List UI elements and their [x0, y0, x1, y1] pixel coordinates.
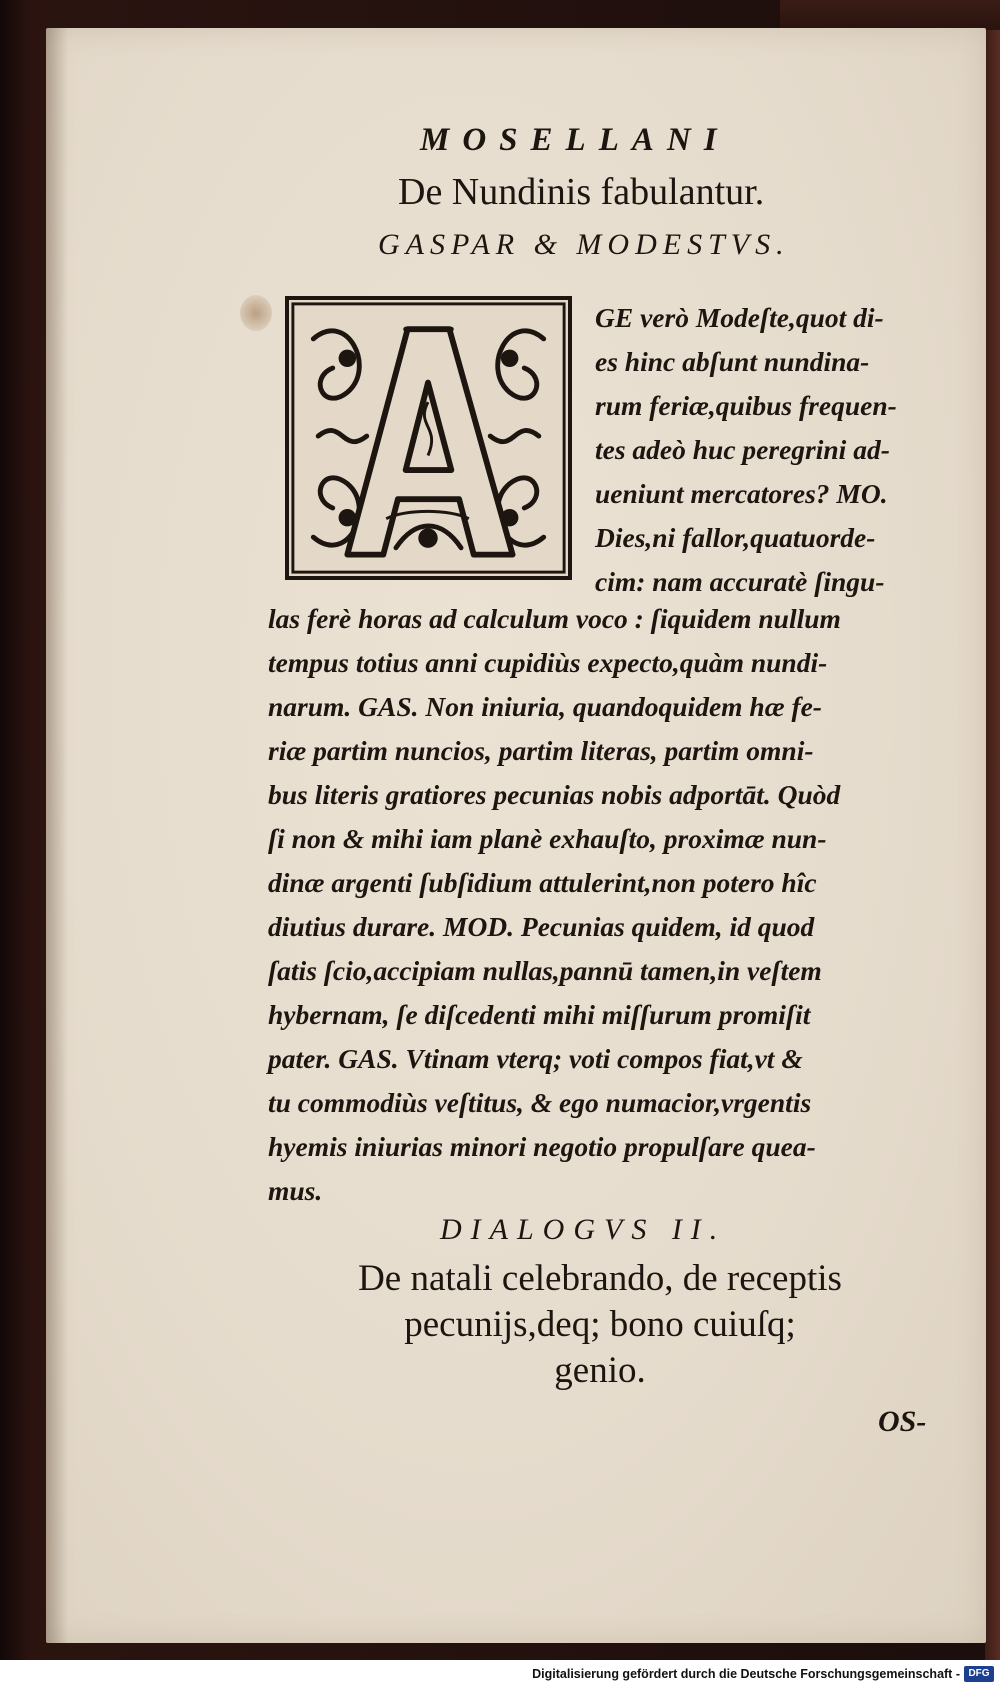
catchword: OS- — [878, 1405, 927, 1438]
text-line: ſi non & mihi iam planè exhauſto, proximæ nun- — [268, 823, 827, 854]
text-line: rum feriæ,quibus frequen- — [595, 390, 897, 421]
text-line: tempus totius anni cupidiùs expecto,quàm nundi- — [268, 647, 828, 678]
text-line: riæ partim nuncios, partim literas, partim omni- — [268, 735, 814, 766]
text-line: Dies,ni fallor,quatuorde- — [595, 522, 876, 553]
body-text-indented — [595, 296, 950, 604]
text-line: es hinc abſunt nundina- — [595, 346, 870, 377]
text-line: las ferè horas ad calculum voco : ſiquidem nullum — [268, 603, 841, 634]
text-line: pater. GAS. Vtinam vterq; voti compos fiat,vt & — [268, 1043, 803, 1074]
paper-stain — [240, 295, 272, 331]
text-line: GE verò Modeſte,quot di- — [595, 302, 884, 333]
book-cover-edge-right — [985, 30, 1000, 1660]
dialogue-title — [300, 1256, 900, 1394]
footer-credit: Digitalisierung gefördert durch die Deutsche Forschungsgemeinschaft - — [532, 1667, 960, 1681]
text-line: tu commodiùs veſtitus, & ego numacior,vrgentis — [268, 1087, 812, 1118]
text-line: mus. — [268, 1175, 323, 1206]
page-gutter-shadow — [46, 28, 68, 1643]
decorated-initial-letter — [285, 296, 572, 580]
dialogue-title-line: De natali celebrando, de receptis — [358, 1258, 842, 1299]
dialogue-heading: DIALOGVS II. — [440, 1213, 727, 1246]
dialogue-title-line: genio. — [554, 1350, 646, 1391]
text-line: hybernam, ſe diſcedenti mihi miſſurum promiſit — [268, 999, 811, 1030]
text-line: dinæ argenti ſubſidium attulerint,non potero hîc — [268, 867, 817, 898]
text-line: bus literis gratiores pecunias nobis adportāt. Quòd — [268, 779, 841, 810]
text-line: ueniunt mercatores? MO. — [595, 478, 888, 509]
body-text-full — [268, 597, 958, 1213]
speakers-heading: GASPAR & MODESTVS. — [378, 228, 790, 261]
text-line: hyemis iniurias minori negotio propulſare quea- — [268, 1131, 816, 1162]
ornament-initial-icon — [289, 300, 568, 576]
running-head: MOSELLANI — [420, 122, 730, 158]
section-subtitle: De Nundinis fabulantur. — [398, 171, 765, 213]
text-line: narum. GAS. Non iniuria, quandoquidem hæ fe- — [268, 691, 822, 722]
text-line: ſatis ſcio,accipiam nullas,pannū tamen,in veſtem — [268, 955, 822, 986]
dfg-logo: DFG — [964, 1666, 994, 1682]
text-line: cim: nam accuratè ſingu- — [595, 566, 885, 597]
dialogue-title-line: pecunijs,deq; bono cuiuſq; — [404, 1304, 796, 1345]
text-line: diutius durare. MOD. Pecunias quidem, id quod — [268, 911, 815, 942]
text-line: tes adeò huc peregrini ad- — [595, 434, 890, 465]
